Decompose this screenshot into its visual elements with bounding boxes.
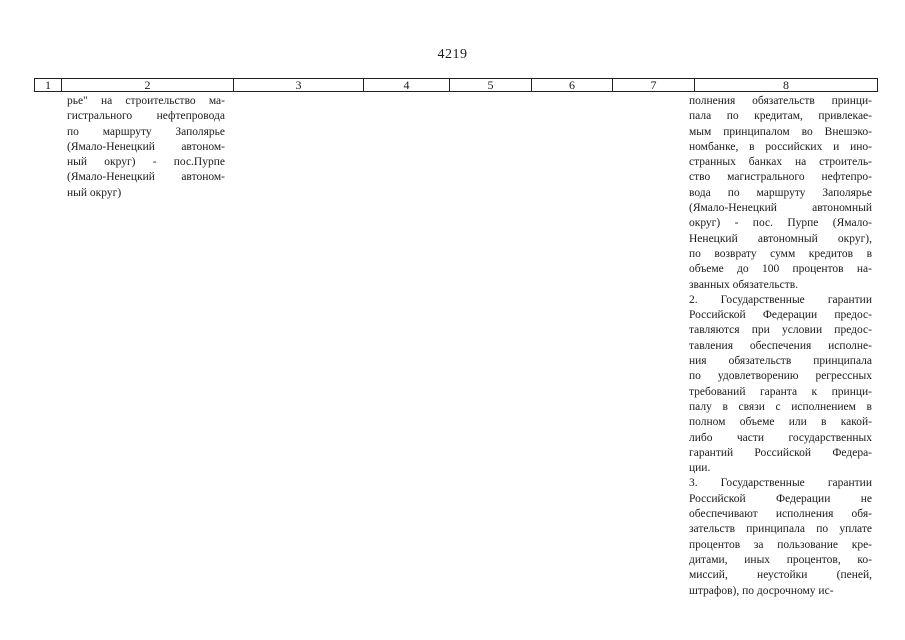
column-header-4: 4	[364, 79, 450, 91]
text-line: Российской Федерации не	[689, 492, 872, 505]
text-line: (Ямало-Ненецкий автоном-	[67, 140, 225, 153]
text-line: миссий, неустойки (пеней,	[689, 569, 872, 582]
text-line: званных обязательств.	[689, 278, 799, 291]
text-line: ство магистрального нефтепро-	[689, 171, 872, 184]
text-line: (Ямало-Ненецкий автономный	[689, 202, 872, 215]
text-line: дитами, иных процентов, ко-	[689, 553, 872, 566]
text-line: вода по маршруту Заполярье	[689, 186, 872, 199]
column-header-5: 5	[450, 79, 532, 91]
text-line: гистрального нефтепровода	[67, 110, 225, 123]
text-line: ции.	[689, 462, 711, 475]
text-line: тавления обеспечения исполне-	[689, 339, 872, 352]
text-line: по маршруту Заполярье	[67, 125, 225, 138]
table-header-row	[34, 78, 878, 92]
text-line: пала по кредитам, привлекае-	[689, 110, 872, 123]
text-line: ный округ) - пос.Пурпе	[67, 156, 225, 169]
column-header-1: 1	[35, 79, 62, 91]
text-line: гарантий Российской Федера-	[689, 446, 872, 459]
page-number: 4219	[437, 47, 468, 62]
text-line: палу в связи с исполнением в	[689, 400, 872, 413]
text-line: (Ямало-Ненецкий автоном-	[67, 171, 225, 184]
text-line: ный округ)	[67, 186, 122, 199]
text-line: тавляются при условии предос-	[689, 324, 872, 337]
text-line: ния обязательств принципала	[689, 355, 872, 368]
text-line: 3. Государственные гарантии	[689, 477, 872, 490]
text-line: рье" на строительство ма-	[67, 95, 225, 107]
text-line: Ненецкий автономный округ),	[689, 232, 872, 245]
column-2-text	[67, 94, 225, 201]
column-header-7: 7	[613, 79, 695, 91]
text-line: 2. Государственные гарантии	[689, 293, 872, 306]
text-line: Российской Федерации предос-	[689, 309, 872, 322]
text-line: по удовлетворению регрессных	[689, 370, 872, 383]
text-line: по возврату сумм кредитов в	[689, 247, 872, 260]
text-line: округ) - пос. Пурпе (Ямало-	[689, 217, 872, 230]
column-header-8: 8	[783, 78, 789, 92]
column-header-6: 6	[532, 79, 613, 91]
column-header-3: 3	[234, 79, 364, 91]
text-line: либо части государственных	[689, 431, 872, 444]
text-line: зательств принципала по уплате	[689, 523, 872, 536]
text-line: штрафов), по досрочному ис-	[689, 584, 834, 597]
text-line: странных банках на строитель-	[689, 156, 872, 169]
text-line: номбанке, в российских и ино-	[689, 140, 872, 153]
text-line: процентов за пользование кре-	[689, 538, 872, 551]
text-line: полнения обязательств принци-	[689, 95, 872, 107]
column-8-text	[689, 94, 872, 599]
text-line: объеме до 100 процентов на-	[689, 263, 872, 276]
column-header-2: 2	[62, 79, 234, 91]
text-line: полном объеме или в какой-	[689, 416, 872, 429]
text-line: мым принципалом во Внешэко-	[689, 125, 872, 138]
text-line: обеспечивают исполнения обя-	[689, 508, 872, 521]
text-line: требований гаранта к принци-	[689, 385, 872, 398]
